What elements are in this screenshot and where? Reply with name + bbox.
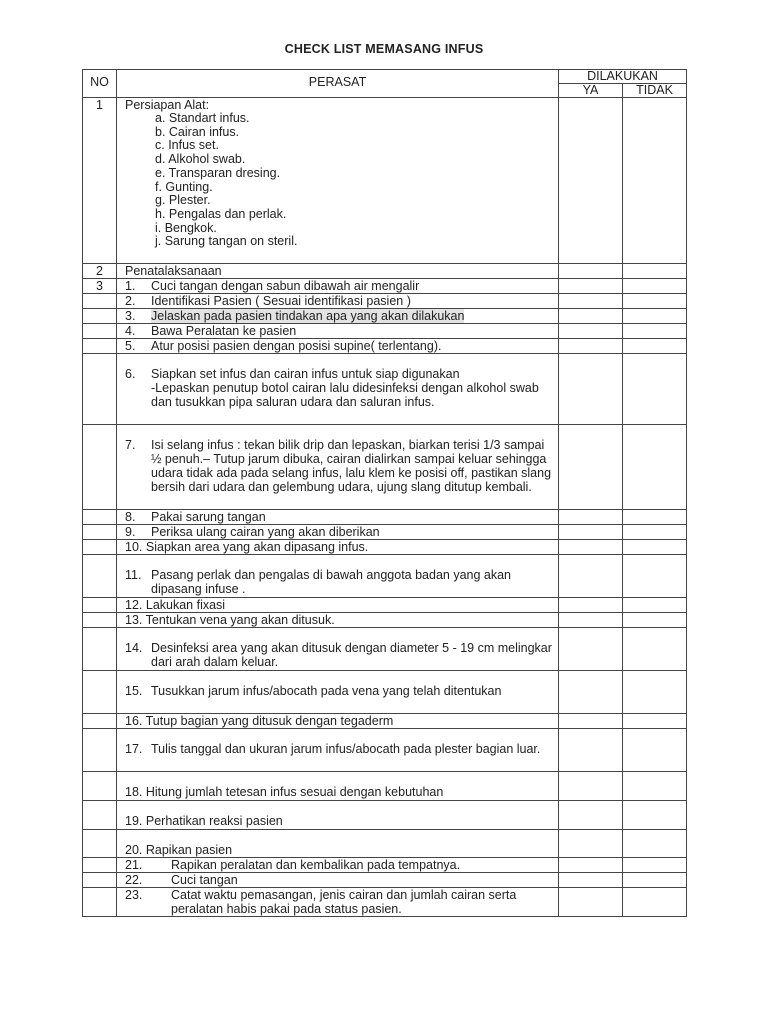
check-tidak[interactable] <box>623 294 687 309</box>
equipment-item: h. Pengalas dan perlak. <box>155 206 287 221</box>
step-row <box>117 628 559 671</box>
step-row <box>117 555 559 598</box>
step-row <box>117 801 559 830</box>
step-text: Rapikan peralatan dan kembalikan pada tempatnya. <box>171 858 461 872</box>
persiapan-label: Persiapan Alat: <box>125 98 210 112</box>
equipment-item: j. Sarung tangan on steril. <box>155 234 298 249</box>
step-text: Periksa ulang cairan yang akan diberikan <box>151 525 380 539</box>
check-tidak[interactable] <box>623 525 687 540</box>
check-tidak[interactable] <box>623 98 687 264</box>
step-text-highlighted: Jelaskan pada pasien tindakan apa yang akan dilakukan <box>151 309 465 323</box>
header-tidak: TIDAK <box>623 84 687 98</box>
step-text: Atur posisi pasien dengan posisi supine( terlentang). <box>151 339 442 353</box>
check-ya[interactable] <box>559 714 623 729</box>
check-ya[interactable] <box>559 510 623 525</box>
equipment-item: c. Infus set. <box>155 138 219 153</box>
check-tidak[interactable] <box>623 628 687 671</box>
check-ya[interactable] <box>559 729 623 772</box>
step-number: 3. <box>125 309 136 323</box>
step-text: Tutup bagian yang ditusuk dengan tegaderm <box>145 714 394 728</box>
step-row <box>117 598 559 613</box>
check-tidak[interactable] <box>623 613 687 628</box>
check-tidak[interactable] <box>623 555 687 598</box>
step-text: Desinfeksi area yang akan ditusuk dengan diameter 5 - 19 cm melingkar dari arah dalam keluar. <box>151 641 552 669</box>
step-row <box>117 858 559 873</box>
step-row <box>117 729 559 772</box>
step-row <box>117 873 559 888</box>
check-ya[interactable] <box>559 888 623 917</box>
check-ya[interactable] <box>559 801 623 830</box>
step-text: Perhatikan reaksi pasien <box>145 814 283 828</box>
equipment-item: b. Cairan infus. <box>155 124 240 139</box>
check-ya[interactable] <box>559 858 623 873</box>
check-ya[interactable] <box>559 425 623 510</box>
step-text: Tusukkan jarum infus/abocath pada vena yang telah ditentukan <box>151 684 502 698</box>
check-tidak[interactable] <box>623 714 687 729</box>
step-text: Tulis tanggal dan ukuran jarum infus/abocath pada plester bagian luar. <box>151 742 541 756</box>
step-row <box>117 339 559 354</box>
header-perasat: PERASAT <box>117 70 559 98</box>
check-ya[interactable] <box>559 628 623 671</box>
step-row <box>117 324 559 339</box>
step-text: Tentukan vena yang akan ditusuk. <box>145 613 335 627</box>
step-row <box>117 294 559 309</box>
check-ya[interactable] <box>559 540 623 555</box>
document-title: CHECK LIST MEMASANG INFUS <box>284 42 484 56</box>
persiapan-cell <box>117 98 559 264</box>
step-number: 22. <box>125 873 143 887</box>
header-ya: YA <box>559 84 623 98</box>
row-number: 1 <box>83 98 117 264</box>
step-number: 13. <box>125 613 143 627</box>
step-text: Cuci tangan <box>171 873 238 887</box>
step-row <box>117 714 559 729</box>
step-row <box>117 888 559 917</box>
step-number: 2. <box>125 294 136 308</box>
step-row <box>117 425 559 510</box>
step-number: 15. <box>125 684 143 698</box>
step-row <box>117 510 559 525</box>
equipment-item: i. Bengkok. <box>155 220 217 235</box>
step-number: 19. <box>125 814 143 828</box>
equipment-item: g. Plester. <box>155 193 211 208</box>
step-number: 21. <box>125 858 143 872</box>
check-tidak[interactable] <box>623 858 687 873</box>
check-tidak[interactable] <box>623 339 687 354</box>
check-ya[interactable] <box>559 772 623 801</box>
check-tidak[interactable] <box>623 279 687 294</box>
equipment-item: f. Gunting. <box>155 179 213 194</box>
check-tidak[interactable] <box>623 671 687 714</box>
step-text: Siapkan set infus dan cairan infus untuk siap digunakan <box>151 367 460 381</box>
step-row <box>117 354 559 425</box>
equipment-item: a. Standart infus. <box>155 111 250 125</box>
step-text: Pakai sarung tangan <box>151 510 266 524</box>
step-number: 14. <box>125 641 143 655</box>
check-tidak[interactable] <box>623 425 687 510</box>
step-text-continued: -Lepaskan penutup botol cairan lalu didesinfeksi dengan alkohol swab dan tusukkan pipa saluran udara dan saluran infus. <box>151 381 539 409</box>
step-text: Siapkan area yang akan dipasang infus. <box>145 540 369 554</box>
step-text: Catat waktu pemasangan, jenis cairan dan jumlah cairan serta peralatan habis pakai pada status pasien. <box>171 888 517 916</box>
row-number: 2 <box>83 264 117 279</box>
check-tidak[interactable] <box>623 772 687 801</box>
check-ya[interactable] <box>559 873 623 888</box>
row-number: 3 <box>83 279 117 294</box>
step-number: 23. <box>125 888 143 902</box>
equipment-list <box>125 112 552 249</box>
step-row <box>117 613 559 628</box>
penatalaksanaan-label: Penatalaksanaan <box>117 264 559 279</box>
step-row <box>117 525 559 540</box>
step-row <box>117 279 559 294</box>
step-number: 18. <box>125 785 143 799</box>
step-number: 6. <box>125 367 136 381</box>
step-row <box>117 772 559 801</box>
check-ya[interactable] <box>559 525 623 540</box>
header-no: NO <box>83 70 117 98</box>
check-tidak[interactable] <box>623 264 687 279</box>
step-text: Pasang perlak dan pengalas di bawah anggota badan yang akan dipasang infuse . <box>151 568 512 596</box>
step-number: 11. <box>125 568 142 582</box>
step-row <box>117 671 559 714</box>
step-number: 9. <box>125 525 136 539</box>
check-tidak[interactable] <box>623 873 687 888</box>
check-tidak[interactable] <box>623 540 687 555</box>
check-ya[interactable] <box>559 671 623 714</box>
step-number: 4. <box>125 324 136 338</box>
check-ya[interactable] <box>559 264 623 279</box>
check-ya[interactable] <box>559 98 623 264</box>
step-text: Bawa Peralatan ke pasien <box>151 324 297 338</box>
check-ya[interactable] <box>559 830 623 858</box>
checklist-table <box>82 69 687 917</box>
check-tidak[interactable] <box>623 729 687 772</box>
check-tidak[interactable] <box>623 801 687 830</box>
check-tidak[interactable] <box>623 324 687 339</box>
step-number: 20. <box>125 843 143 857</box>
step-text: Isi selang infus : tekan bilik drip dan lepaskan, biarkan terisi 1/3 sampai ½ penuh.– Tutup jarum dibuka, cairan dialirkan sampai keluar sehingga udara tidak ada pada selang infus, lalu klem ke posisi off, pastikan slang bersih dari udara dan gelembung udara, ujung slang ditutup kembali. <box>151 438 552 494</box>
check-ya[interactable] <box>559 324 623 339</box>
step-number: 10. <box>125 540 143 554</box>
header-dilakukan: DILAKUKAN <box>559 70 687 84</box>
step-row <box>117 540 559 555</box>
check-tidak[interactable] <box>623 309 687 324</box>
step-number: 8. <box>125 510 136 524</box>
step-number: 12. <box>125 598 143 612</box>
step-text: Hitung jumlah tetesan infus sesuai dengan kebutuhan <box>145 785 444 799</box>
check-tidak[interactable] <box>623 354 687 425</box>
check-ya[interactable] <box>559 339 623 354</box>
step-row <box>117 309 559 324</box>
check-tidak[interactable] <box>623 510 687 525</box>
step-text: Identifikasi Pasien ( Sesuai identifikasi pasien ) <box>151 294 411 308</box>
check-ya[interactable] <box>559 294 623 309</box>
equipment-item: d. Alkohol swab. <box>155 152 246 167</box>
step-text: Cuci tangan dengan sabun dibawah air mengalir <box>151 279 420 293</box>
step-row <box>117 830 559 858</box>
step-number: 17. <box>125 742 143 756</box>
check-tidak[interactable] <box>623 830 687 858</box>
check-ya[interactable] <box>559 354 623 425</box>
check-ya[interactable] <box>559 613 623 628</box>
step-number: 16. <box>125 714 143 728</box>
check-ya[interactable] <box>559 309 623 324</box>
step-number: 1. <box>125 279 136 293</box>
step-number: 5. <box>125 339 136 353</box>
equipment-item: e. Transparan dresing. <box>155 165 281 180</box>
step-text: Lakukan fixasi <box>145 598 226 612</box>
step-text: Rapikan pasien <box>145 843 233 857</box>
check-tidak[interactable] <box>623 598 687 613</box>
check-ya[interactable] <box>559 555 623 598</box>
step-number: 7. <box>125 438 136 452</box>
check-ya[interactable] <box>559 598 623 613</box>
check-ya[interactable] <box>559 279 623 294</box>
check-tidak[interactable] <box>623 888 687 917</box>
